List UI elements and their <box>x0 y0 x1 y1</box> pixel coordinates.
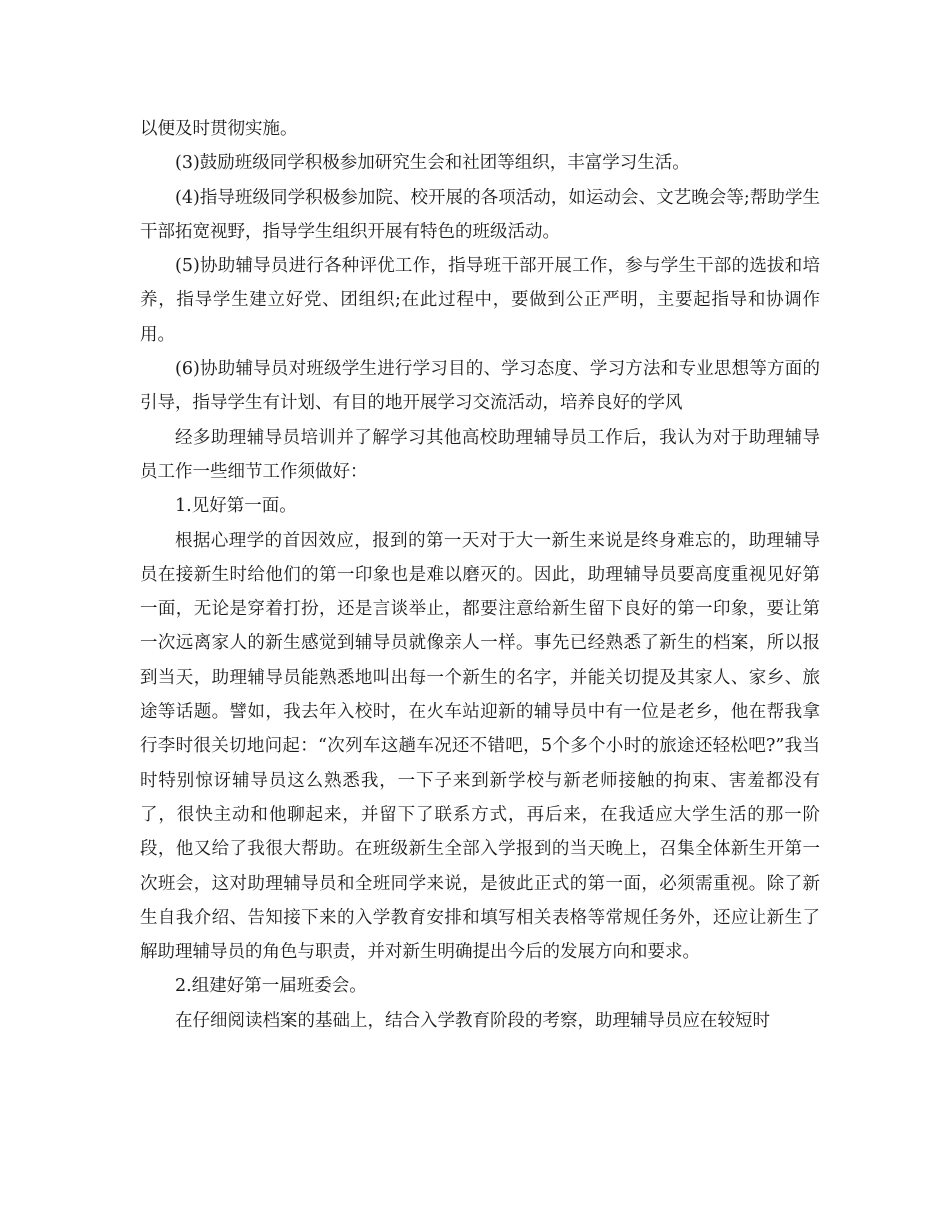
paragraph-class-committee: 在仔细阅读档案的基础上，结合入学教育阶段的考察，助理辅导员应在较短时 <box>175 1010 770 1031</box>
document-page <box>140 112 820 1038</box>
paragraph-item-6: (6)协助辅导员对班级学生进行学习目的、学习态度、学习方法和专业思想等方面的引导，指导学生有计划、有目的地开展学习交流活动，培养良好的学风 <box>140 359 820 414</box>
section-heading-1: 1.见好第一面。 <box>175 496 297 517</box>
paragraph-item-4: (4)指导班级同学积极参加院、校开展的各项活动，如运动会、文艺晚会等;帮助学生干部拓宽视野，指导学生组织开展有特色的班级活动。 <box>140 187 820 242</box>
paragraph-item-3: (3)鼓励班级同学积极参加研究生会和社团等组织，丰富学习生活。 <box>175 153 690 174</box>
paragraph-item-5: (5)协助辅导员进行各种评优工作，指导班干部开展工作，参与学生干部的选拔和培养，指导学生建立好党、团组织;在此过程中，要做到公正严明，主要起指导和协调作用。 <box>140 256 820 345</box>
paragraph-first-impression: 根据心理学的首因效应，报到的第一天对于大一新生来说是终身难忘的，助理辅导员在接新生时给他们的第一印象也是难以磨灭的。因此，助理辅导员要高度重视见好第一面，无论是穿着打扮，还是言谈举止，都要注意给新生留下良好的第一印象，要让第一次远离家人的新生感觉到辅导员就像亲人一样。事先已经熟悉了新生的档案，所以报到当天，助理辅导员能熟悉地叫出每一个新生的名字，并能关切提及其家人、家乡、旅途等话题。譬如，我去年入校时，在火车站迎新的辅导员中有一位是老乡，他在帮我拿行李时很关切地问起：“次列车这趟车况还不错吧，5个多个小时的旅途还轻松吧?”我当时特别惊讶辅导员这么熟悉我，一下子来到新学校与新老师接触的拘束、害羞都没有了，很快主动和他聊起来，并留下了联系方式，再后来，在我适应大学生活的那一阶段，他又给了我很大帮助。在班级新生全部入学报到的当天晚上，召集全体新生开第一次班会，这对助理辅导员和全班同学来说，是彼此正式的第一面，必须需重视。除了新生自我介绍、告知接下来的入学教育安排和填写相关表格等常规任务外，还应让新生了解助理辅导员的角色与职责，并对新生明确提出今后的发展方向和要求。 <box>140 530 820 963</box>
paragraph-continuation: 以便及时贯彻实施。 <box>140 119 298 139</box>
section-heading-2: 2.组建好第一届班委会。 <box>175 976 367 997</box>
paragraph-intro: 经多助理辅导员培训并了解学习其他高校助理辅导员工作后，我认为对于助理辅导员工作一些细节工作须做好： <box>140 427 820 482</box>
